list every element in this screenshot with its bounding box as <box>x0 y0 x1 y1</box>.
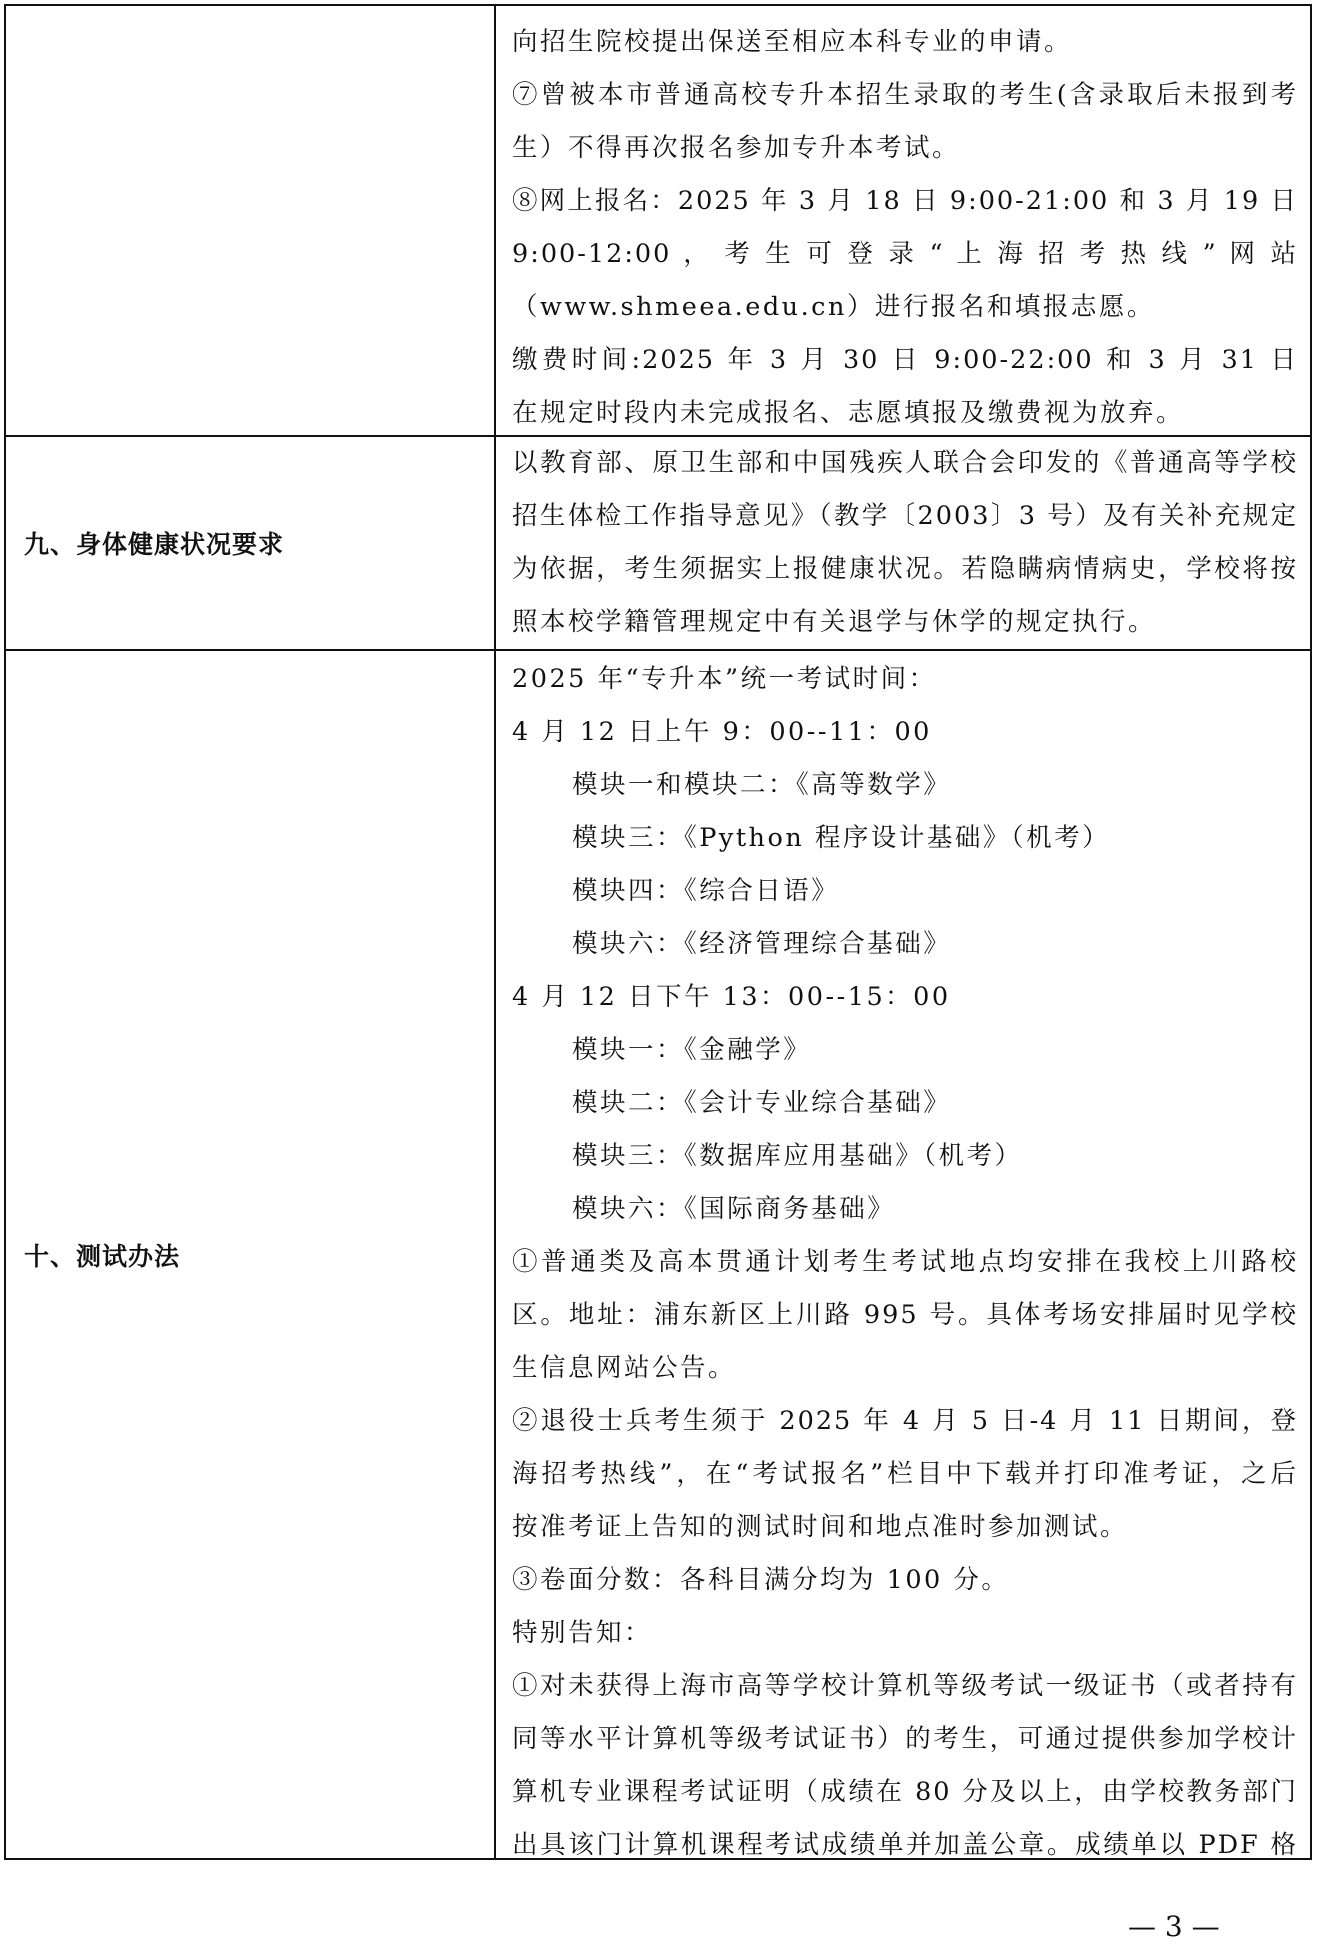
text-line: 向招生院校提出保送至相应本科专业的申请。 <box>512 27 1073 57</box>
text-line: 4 月 12 日下午 13：00--15：00 <box>512 982 951 1012</box>
page-number: — 3 — <box>1128 1910 1220 1943</box>
row-label-cell-test <box>6 651 496 1859</box>
text-line: 模块一：《金融学》 <box>572 1035 812 1065</box>
text-line: 生）不得再次报名参加专升本考试。 <box>512 133 961 163</box>
row-label-cell-health <box>6 437 496 649</box>
text-line: 以教育部、原卫生部和中国残疾人联合会印发的《普通高等学校 <box>512 448 1298 478</box>
text-line: 照本校学籍管理规定中有关退学与休学的规定执行。 <box>512 607 1157 637</box>
text-line: 出具该门计算机课程考试成绩单并加盖公章。成绩单以 PDF 格 <box>512 1830 1298 1859</box>
text-line: 同等水平计算机等级考试证书）的考生，可通过提供参加学校计 <box>512 1724 1298 1754</box>
text-line: 模块四：《综合日语》 <box>572 876 840 906</box>
document-table <box>4 4 1312 1860</box>
row-content-registration <box>496 6 1310 435</box>
text-line: 海招考热线”，在“考试报名”栏目中下载并打印准考证，之后 <box>512 1459 1298 1489</box>
text-line: （www.shmeea.edu.cn）进行报名和填报志愿。 <box>512 292 1155 322</box>
text-line: 算机专业课程考试证明（成绩在 80 分及以上，由学校教务部门 <box>512 1777 1298 1807</box>
text-line: 模块六：《国际商务基础》 <box>572 1194 896 1224</box>
text-line: 9:00-12:00 ， 考 生 可 登 录 “ 上 海 招 考 热 线 ” 网 站 <box>512 239 1298 269</box>
text-line: 在规定时段内未完成报名、志愿填报及缴费视为放弃。 <box>512 398 1185 428</box>
text-line: 缴费时间:2025 年 3 月 30 日 9:00-22:00 和 3 月 31 日 <box>512 345 1298 375</box>
text-line: ⑦曾被本市普通高校专升本招生录取的考生(含录取后未报到考 <box>512 80 1298 110</box>
text-line: 4 月 12 日上午 9：00--11：00 <box>512 717 932 747</box>
section-title-health: 九、身体健康状况要求 <box>24 530 285 559</box>
text-line: 生信息网站公告。 <box>512 1353 737 1383</box>
section-title-test: 十、测试办法 <box>24 1242 181 1271</box>
text-line: ①普通类及高本贯通计划考生考试地点均安排在我校上川路校 <box>512 1247 1298 1277</box>
text-line: 模块二：《会计专业综合基础》 <box>572 1088 952 1118</box>
text-line: 模块三：《Python 程序设计基础》（机考） <box>572 823 1111 853</box>
table-row-registration <box>6 6 1310 437</box>
text-line: 区。地址：浦东新区上川路 995 号。具体考场安排届时见学校 <box>512 1300 1298 1330</box>
row-label-cell-empty <box>6 6 496 435</box>
text-line: 模块六：《经济管理综合基础》 <box>572 929 952 959</box>
table-row-health-requirements <box>6 437 1310 651</box>
text-line: 模块三：《数据库应用基础》（机考） <box>572 1141 1023 1171</box>
text-line: ②退役士兵考生须于 2025 年 4 月 5 日-4 月 11 日期间，登 <box>512 1406 1298 1436</box>
text-line: ③卷面分数：各科目满分均为 100 分。 <box>512 1565 1010 1595</box>
text-line: 招生体检工作指导意见》（教学〔2003〕3 号）及有关补充规定 <box>512 501 1298 531</box>
row-content-test <box>496 651 1310 1859</box>
row-content-health <box>496 437 1310 649</box>
text-line: ⑧网上报名：2025 年 3 月 18 日 9:00-21:00 和 3 月 19 日 <box>512 186 1298 216</box>
text-line: 2025 年“专升本”统一考试时间： <box>512 664 937 694</box>
table-row-test-method <box>6 651 1310 1859</box>
text-line: ①对未获得上海市高等学校计算机等级考试一级证书（或者持有 <box>512 1671 1298 1701</box>
text-line: 模块一和模块二：《高等数学》 <box>572 770 952 800</box>
text-line: 按准考证上告知的测试时间和地点准时参加测试。 <box>512 1512 1129 1542</box>
text-line: 特别告知： <box>512 1618 653 1648</box>
text-line: 为依据，考生须据实上报健康状况。若隐瞒病情病史，学校将按 <box>512 554 1298 584</box>
